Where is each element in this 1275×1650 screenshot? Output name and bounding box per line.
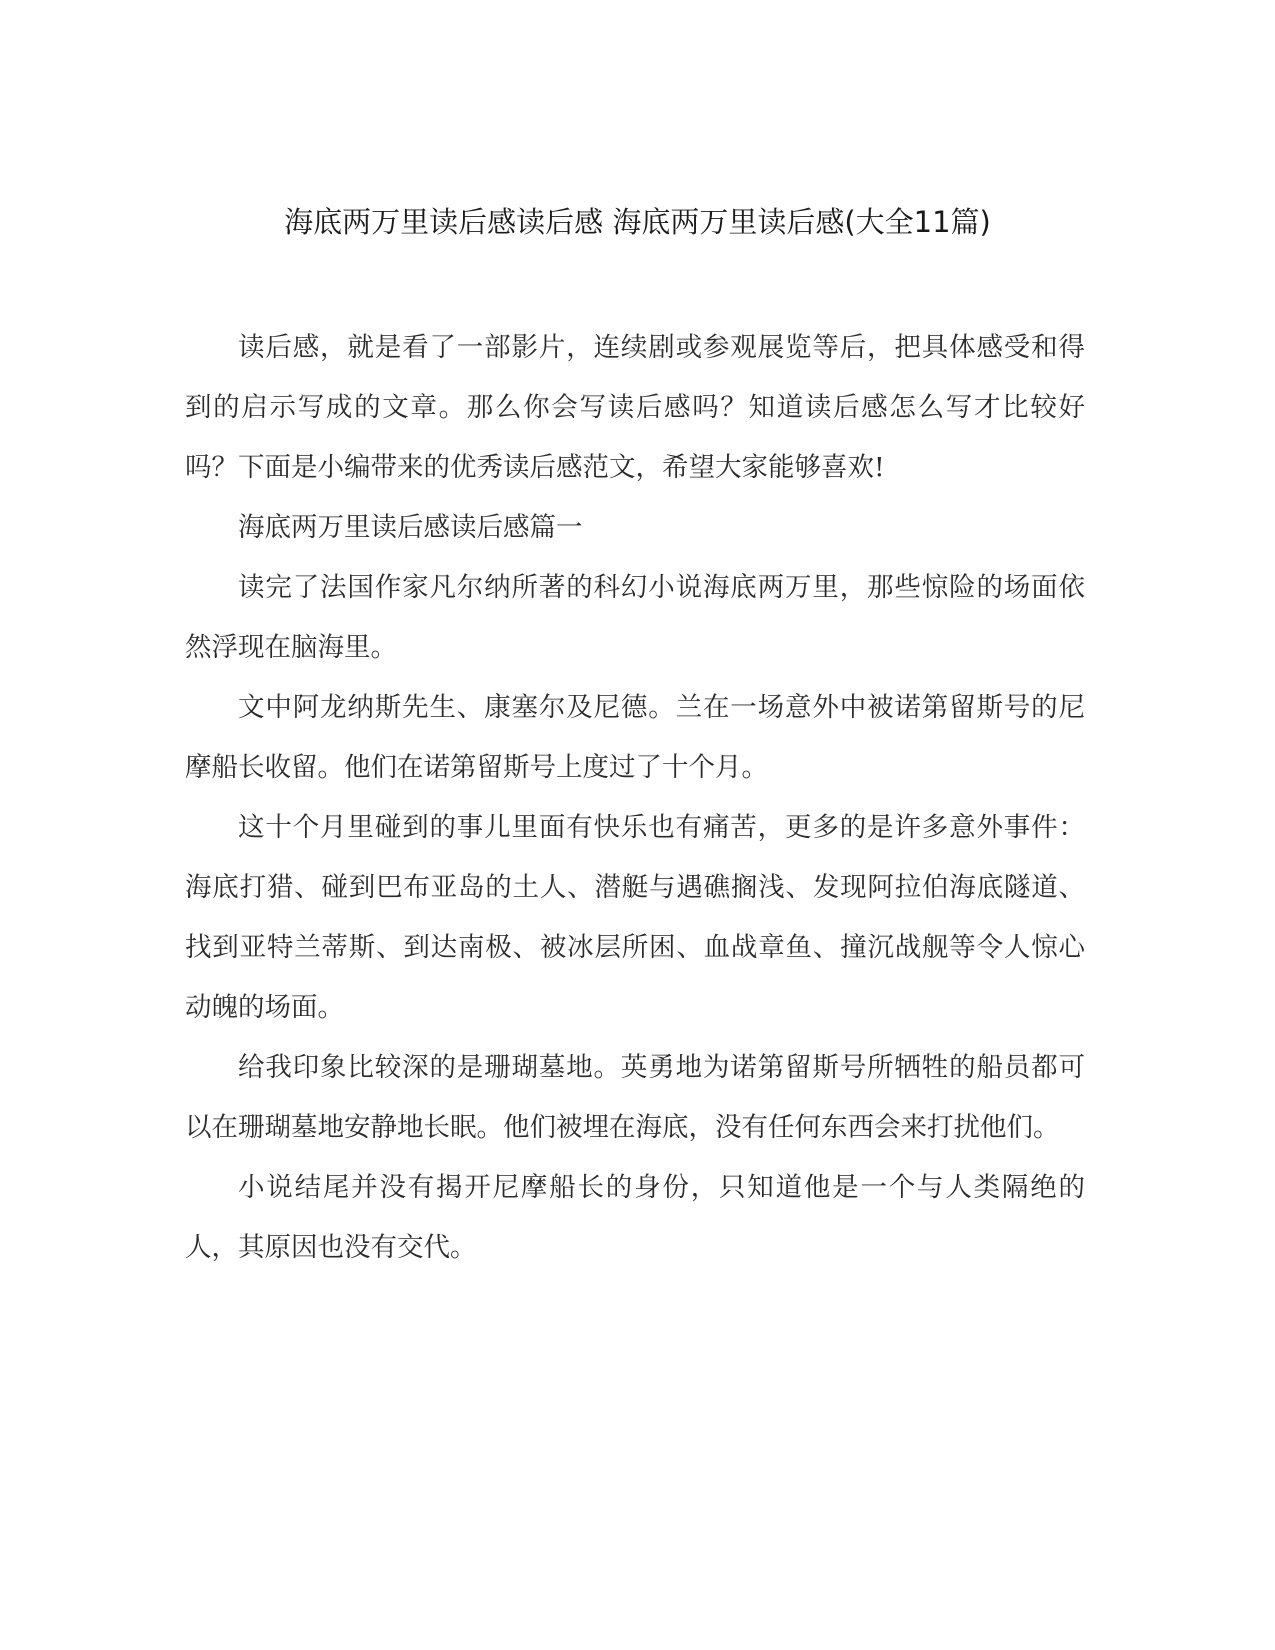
paragraph-5: 小说结尾并没有揭开尼摩船长的身份，只知道他是一个与人类隔绝的人，其原因也没有交代。 (185, 1172, 1085, 1263)
paragraph-4: 给我印象比较深的是珊瑚墓地。英勇地为诺第留斯号所牺牲的船员都可以在珊瑚墓地安静地长眠。他们被埋在海底，没有任何东西会来打扰他们。 (185, 1052, 1085, 1143)
paragraph-3: 这十个月里碰到的事儿里面有快乐也有痛苦，更多的是许多意外事件：海底打猎、碰到巴布亚岛的土人、潜艇与遇礁搁浅、发现阿拉伯海底隧道、找到亚特兰蒂斯、到达南极、被冰层所困、血战章鱼、撞沉战舰等令人惊心动魄的场面。 (185, 812, 1085, 1023)
paragraph-2: 文中阿龙纳斯先生、康塞尔及尼德。兰在一场意外中被诺第留斯号的尼摩船长收留。他们在诺第留斯号上度过了十个月。 (185, 692, 1085, 783)
paragraph-intro: 读后感，就是看了一部影片，连续剧或参观展览等后，把具体感受和得到的启示写成的文章。那么你会写读后感吗？知道读后感怎么写才比较好吗？下面是小编带来的优秀读后感范文，希望大家能够喜欢! (185, 332, 1085, 483)
document-body (185, 318, 1085, 1278)
section-heading-part-one: 海底两万里读后感读后感篇一 (238, 512, 583, 543)
paragraph-1: 读完了法国作家凡尔纳所著的科幻小说海底两万里，那些惊险的场面依然浮现在脑海里。 (185, 572, 1085, 663)
document-title: 海底两万里读后感读后感 海底两万里读后感(大全11篇) (284, 205, 991, 239)
